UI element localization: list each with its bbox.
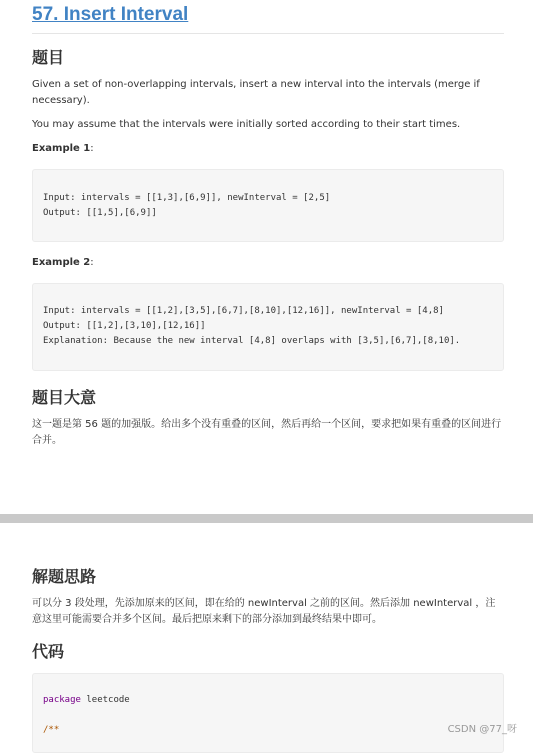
example-2-explanation-line: Explanation: Because the new interval [4,8] overlaps with [3,5],[6,7],[8,10]. [43, 336, 461, 346]
example-1-code-block [32, 169, 504, 242]
problem-paragraph-2: You may assume that the intervals were initially sorted according to their start times. [32, 119, 461, 130]
package-name: leetcode [80, 695, 130, 705]
csdn-watermark: CSDN @77_呀 [447, 724, 517, 735]
example-2-label-colon: : [90, 257, 94, 268]
code-heading: 代码 [32, 642, 65, 661]
meaning-paragraph: 这一题是第 56 题的加强版。给出多个没有重叠的区间，然后再给一个区间，要求把如果有重叠的区间进行合并。 [32, 419, 502, 446]
example-2-label-text: Example 2 [32, 257, 91, 268]
example-1-output-line: Output: [[1,5],[6,9]] [43, 208, 157, 218]
approach-paragraph: 可以分 3 段处理，先添加原来的区间，即在给的 newInterval 之前的区间。然后添加 newInterval ，注意这里可能需要合并多个区间。最后把原来剩下的部分添加到最终结果中即可。 [32, 598, 496, 625]
example-2-code-block [32, 283, 504, 371]
code-package-line [43, 695, 130, 705]
example-2-input-line: Input: intervals = [[1,2],[3,5],[6,7],[8,10],[12,16]], newInterval = [4,8] [43, 306, 444, 316]
problem-paragraph-1: Given a set of non-overlapping intervals, insert a new interval into the intervals (merge if necessary). [32, 79, 480, 106]
problem-heading: 题目 [32, 48, 65, 67]
package-keyword: package [43, 695, 81, 705]
approach-heading: 解题思路 [32, 567, 97, 586]
title-divider [32, 33, 504, 34]
example-1-label-text: Example 1 [32, 143, 91, 154]
example-1-label-colon: : [90, 143, 94, 154]
page-separator [0, 514, 533, 523]
meaning-heading: 题目大意 [32, 388, 97, 407]
example-2-output-line: Output: [[1,2],[3,10],[12,16]] [43, 321, 206, 331]
solution-code-block [32, 673, 504, 753]
example-1-label [32, 143, 94, 154]
page-title-link[interactable]: 57. Insert Interval [32, 4, 189, 25]
example-2-label [32, 257, 94, 268]
code-comment-start: /** [43, 725, 60, 735]
example-1-input-line: Input: intervals = [[1,3],[6,9]], newInterval = [2,5] [43, 193, 331, 203]
page-2 [0, 523, 533, 743]
